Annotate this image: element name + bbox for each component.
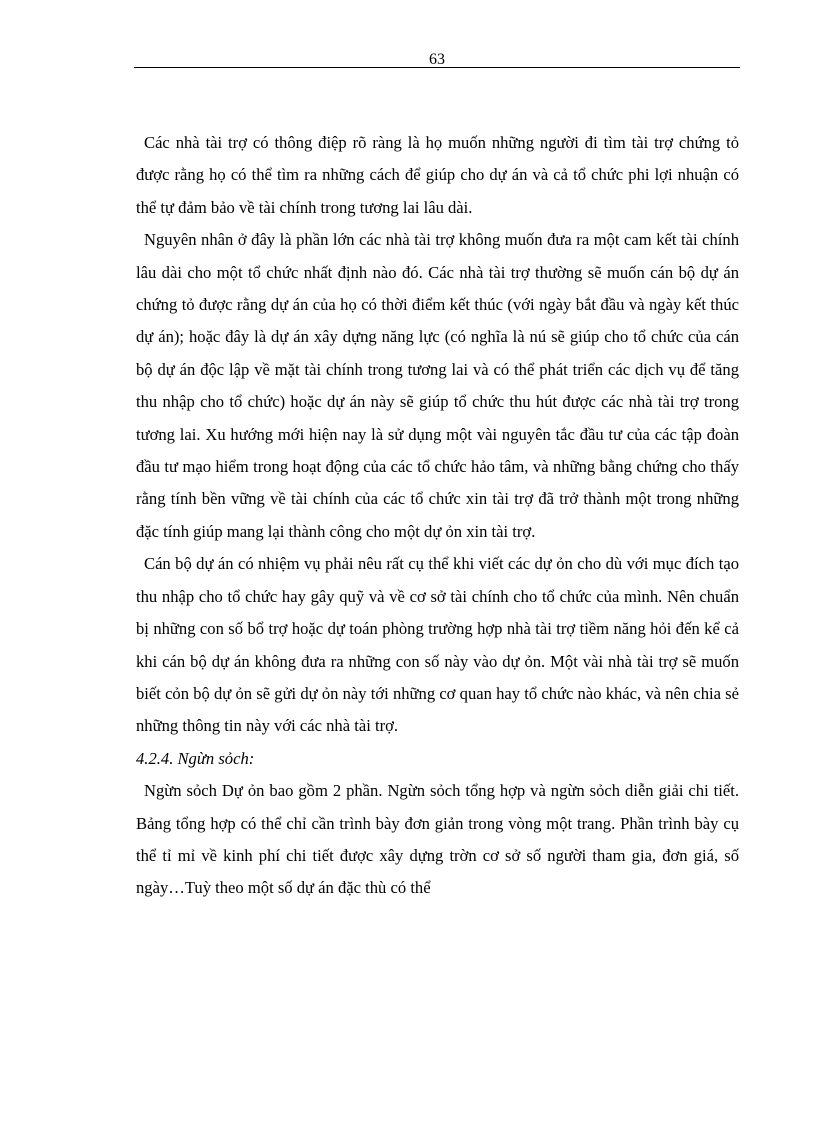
paragraph-project-officer: Cán bộ dự án có nhiệm vụ phải nêu rất cụ thể khi viết các dự ỏn cho dù với mục đích tạo thu nhập cho tổ chức hay gây quỹ và về cơ sở tài chính cho tổ chức của mình. Nên chuẩn bị những con số bổ trợ hoặc dự toán phòng trường hợp nhà tài trợ tiềm năng hỏi đến kể cả khi cán bộ dự án không đưa ra những con số này vào dự ỏn. Một vài nhà tài trợ sẽ muốn biết cỏn bộ dự ỏn sẽ gửi dự ỏn này tới những cơ quan hay tổ chức nào khác, và nên chia sẻ những thông tin này với các nhà tài trợ.: [136, 554, 739, 736]
paragraph-reasons: Nguyên nhân ở đây là phần lớn các nhà tài trợ không muốn đưa ra một cam kết tài chính lâu dài cho một tổ chức nhất định nào đó. Các nhà tài trợ thường sẽ muốn cán bộ dự án chứng tỏ được rằng dự án của họ có thời điểm kết thúc (với ngày bắt đầu và ngày kết thúc dự án); hoặc đây là dự án xây dựng năng lực (có nghĩa là nú sẽ giúp cho tổ chức của cán bộ dự án độc lập về mặt tài chính trong tương lai và có thể phát triển các dịch vụ để tăng thu nhập cho tổ chức) hoặc dự án này sẽ giúp tổ chức thu hút được các nhà tài trợ trong tương lai. Xu hướng mới hiện nay là sử dụng một vài nguyên tắc đầu tư của các tập đoàn đầu tư mạo hiểm trong hoạt động của các tổ chức hảo tâm, và những bằng chứng cho thấy rằng tính bền vững về tài chính của các tổ chức xin tài trợ đã trở thành một trong những đặc tính giúp mang lại thành công cho một dự ỏn xin tài trợ.: [136, 230, 739, 541]
paragraph-donor-message: Các nhà tài trợ có thông điệp rõ ràng là họ muốn những người đi tìm tài trợ chứng tỏ được rằng họ có thể tìm ra những cách để giúp cho dự án và cả tổ chức phi lợi nhuận có thể tự đảm bảo về tài chính trong tương lai lâu dài.: [136, 133, 739, 217]
page-number: 63: [429, 51, 445, 68]
paragraph-budget: Ngừn sỏch Dự ỏn bao gồm 2 phần. Ngừn sỏch tổng hợp và ngừn sỏch diễn giải chi tiết. Bảng tổng hợp có thể chỉ cần trình bày đơn giản trong vòng một trang. Phần trình bày cụ thể tỉ mỉ về kinh phí chi tiết được xây dựng trờn cơ sở số người tham gia, đơn giá, số ngày…Tuỳ theo một số dự án đặc thù có thể: [136, 781, 739, 898]
header-divider: [134, 67, 740, 68]
body-text: [136, 127, 739, 905]
section-heading: 4.2.4. Ngừn sỏch:: [136, 748, 255, 768]
